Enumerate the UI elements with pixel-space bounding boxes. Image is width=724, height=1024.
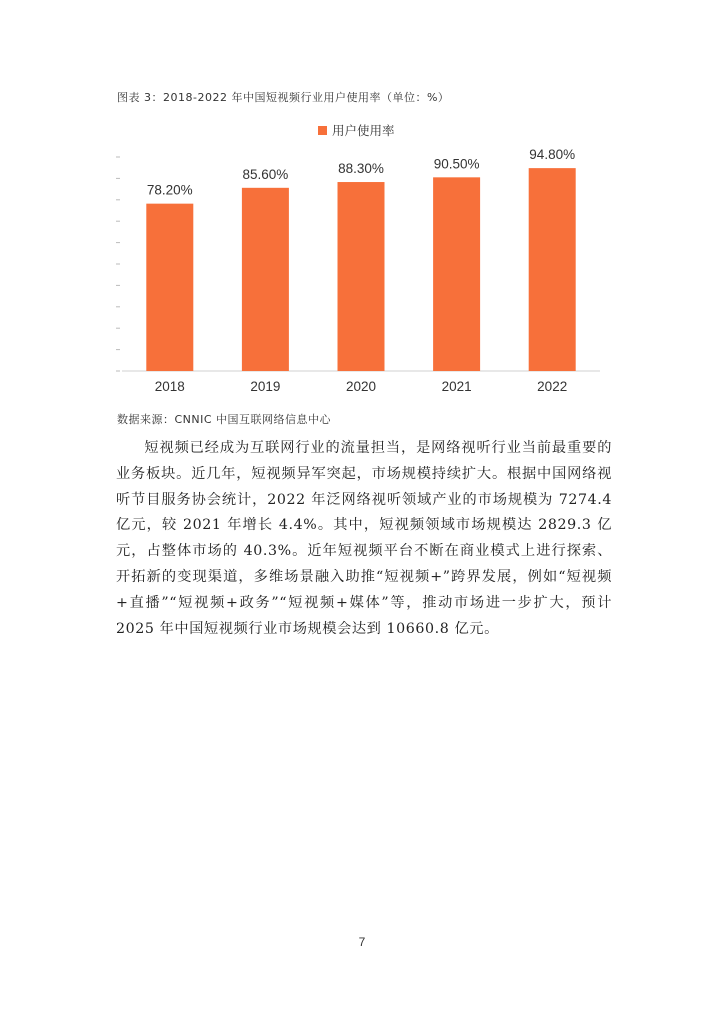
- data-source-note: 数据来源：CNNIC 中国互联网络信息中心: [117, 413, 332, 426]
- value-label-2021: 90.50%: [433, 156, 480, 172]
- figure-caption: 图表 3：2018-2022 年中国短视频行业用户使用率（单位：%）: [117, 91, 450, 104]
- x-tick-label-2022: 2022: [537, 379, 568, 394]
- bars-group: [146, 168, 575, 371]
- bar-2019: [242, 188, 289, 371]
- value-label-2022: 94.80%: [529, 147, 576, 163]
- x-tick-label-2019: 2019: [250, 379, 281, 394]
- y-axis-ticks: [116, 157, 120, 371]
- bar-2020: [338, 182, 385, 371]
- bar-2021: [433, 177, 480, 371]
- value-label-2020: 88.30%: [338, 161, 384, 177]
- bar-chart-svg: [110, 112, 610, 407]
- value-label-2018: 78.20%: [146, 182, 193, 198]
- bar-2018: [146, 204, 193, 371]
- x-tick-label-2018: 2018: [154, 379, 185, 394]
- body-text: [116, 436, 612, 642]
- value-label-2019: 85.60%: [242, 166, 289, 182]
- bar-chart: [110, 112, 610, 407]
- bar-2022: [529, 168, 576, 371]
- x-tick-label-2020: 2020: [345, 379, 377, 394]
- x-tick-labels-group: [155, 379, 567, 394]
- x-tick-label-2021: 2021: [441, 379, 472, 394]
- legend-label: 用户使用率: [332, 124, 395, 138]
- page-number: 7: [358, 935, 366, 949]
- body-paragraph: 短视频已经成为互联网行业的流量担当，是网络视听行业当前最重要的业务板块。近几年，短视频异军突起，市场规模持续扩大。根据中国网络视听节目服务协会统计，2022 年泛网络视听领域产业的市场规模为 7274.4 亿元，较 2021 年增长 4.4%。其中，短视频领域市场规模达 2829.3 亿元，占整体市场的 40.3%。近年短视频平台不断在商业模式上进行探索、开拓新的变现渠道，多维场景融入助推“短视频+”跨界发展，例如“短视频+直播”“短视频+政务”“短视频+媒体”等，推动市场进一步扩大，预计 2025 年中国短视频行业市场规模会达到 10660.8 亿元。: [116, 440, 612, 637]
- legend-swatch: [318, 126, 327, 135]
- chart-legend: [318, 123, 395, 138]
